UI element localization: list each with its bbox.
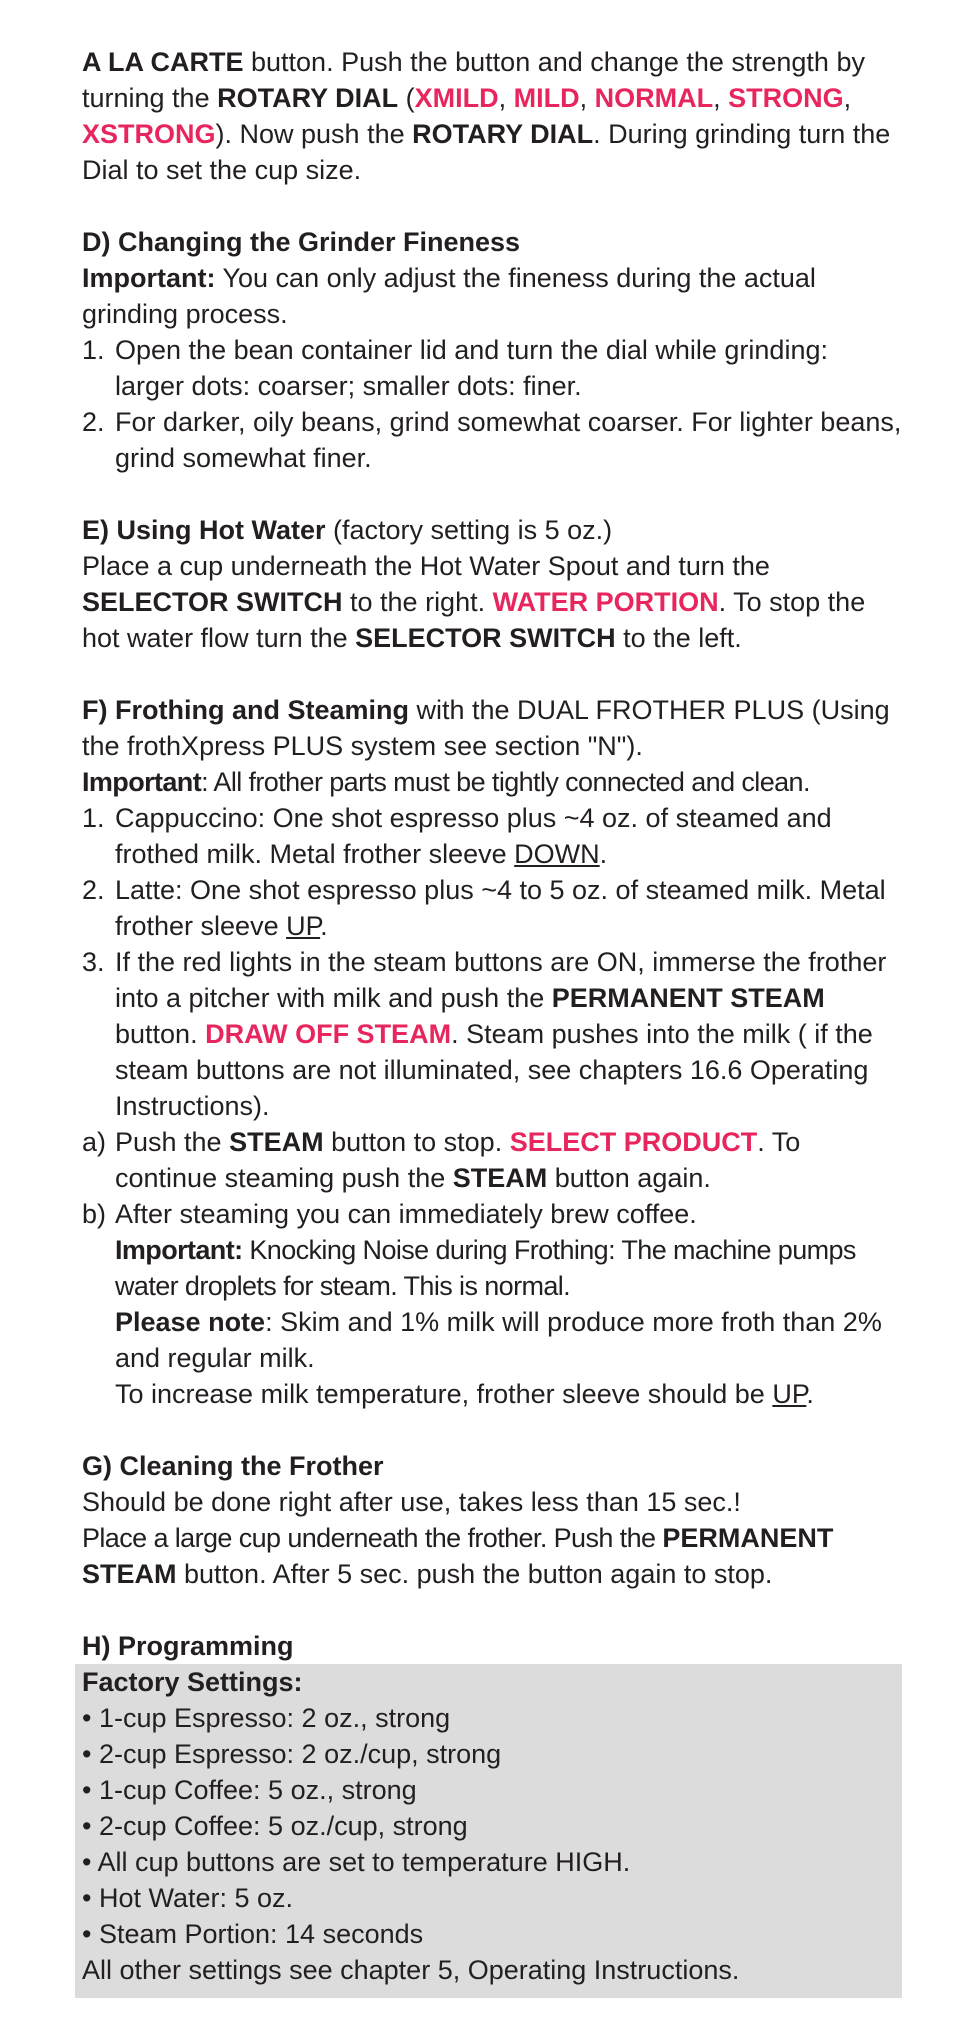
selector-switch-term: SELECTOR SWITCH (82, 587, 343, 617)
steam-term: STEAM (229, 1127, 324, 1157)
list-item (82, 800, 902, 872)
item-letter: a) (82, 1127, 107, 1157)
strength-xmild: XMILD (414, 83, 499, 113)
list-item (82, 332, 902, 404)
section-h-heading (82, 1628, 902, 1664)
list-item (82, 404, 902, 476)
factory-settings-box (75, 1664, 902, 1998)
section-f-title: F) Frothing and Steaming (82, 695, 409, 725)
item-text: Cappuccino: One shot espresso plus ~4 oz. of steamed and frothed milk. Metal frother sleeve (115, 803, 832, 869)
item-text: If the red lights in the steam buttons are ON, immerse the frother into a pitcher with milk and push the (115, 947, 887, 1013)
body-text: to the left. (615, 623, 742, 653)
item-text: Latte: One shot espresso plus ~4 to 5 oz. of steamed milk. Metal frother sleeve (115, 875, 886, 941)
separator: , (843, 83, 852, 113)
section-d-heading (82, 224, 902, 260)
item-number: 1. (82, 335, 105, 365)
section-f-steps (82, 800, 902, 1412)
factory-settings-title: Factory Settings: (82, 1667, 303, 1697)
section-d-title: D) Changing the Grinder Fineness (82, 227, 521, 257)
item-letter: b) (82, 1199, 107, 1229)
draw-off-steam-display: DRAW OFF STEAM (205, 1019, 452, 1049)
permanent-steam-term: PERMANENT STEAM (551, 983, 825, 1013)
intro-text: ). Now push the (215, 119, 413, 149)
body-text: Place a cup underneath the Hot Water Spout and turn the (82, 551, 770, 581)
setting-item: • 1-cup Espresso: 2 oz., strong (82, 1703, 451, 1733)
body-text: . To stop the hot water flow turn the (82, 587, 866, 653)
section-e-body (82, 548, 902, 656)
separator: , (579, 83, 595, 113)
list-item (82, 1196, 902, 1412)
section-e-title: E) Using Hot Water (82, 515, 326, 545)
important-label: Important (82, 767, 202, 797)
intro-text: ( (398, 83, 415, 113)
list-item (82, 1124, 902, 1196)
spacer (82, 1592, 902, 1628)
important-label: Important: (82, 263, 216, 293)
note-text: : Skim and 1% milk will produce more froth than 2% and regular milk. (115, 1307, 882, 1373)
steam-term: STEAM (452, 1163, 548, 1193)
item-text: . Steam pushes into the milk ( if the steam buttons are not illuminated, see chapters 16.6 Operating Instructions). (115, 1019, 873, 1121)
intro-paragraph (82, 44, 902, 188)
separator: , (498, 83, 514, 113)
important-text: You can only adjust the fineness during the actual grinding process. (82, 263, 816, 329)
heading-note: with the DUAL FROTHER PLUS (Using the frothXpress PLUS system see section "N"). (82, 695, 890, 761)
item-number: 3. (82, 947, 105, 977)
item-text: . (599, 839, 608, 869)
setting-item: • All cup buttons are set to temperature HIGH. (82, 1847, 631, 1877)
setting-item: • Hot Water: 5 oz. (82, 1883, 294, 1913)
important-text: : All frother parts must be tightly connected and clean. (201, 767, 810, 797)
section-f-heading (82, 692, 902, 764)
item-text: button. (115, 1019, 206, 1049)
item-text: After steaming you can immediately brew coffee. (115, 1199, 697, 1229)
section-g-body (82, 1520, 902, 1592)
intro-text: button. Push the button and change the strength by turning the (82, 47, 865, 113)
rotary-dial-term: ROTARY DIAL (217, 83, 399, 113)
sleeve-down: DOWN (514, 839, 600, 869)
section-h-title: H) Programming (82, 1631, 294, 1661)
temperature-note (115, 1376, 902, 1412)
note-text: . (806, 1379, 814, 1409)
body-text: button. After 5 sec. push the button again to stop. (176, 1559, 773, 1589)
body-text: to the right. (342, 587, 493, 617)
select-product-display: SELECT PRODUCT (509, 1127, 758, 1157)
section-g-title: G) Cleaning the Frother (82, 1451, 384, 1481)
spacer (82, 188, 902, 224)
spacer (82, 476, 902, 512)
section-d-steps (82, 332, 902, 476)
water-portion-display: WATER PORTION (492, 587, 719, 617)
section-d-important (82, 260, 902, 332)
important-text: Knocking Noise during Frothing: The machine pumps water droplets for steam. This is normal. (115, 1235, 856, 1301)
intro-text: . During grinding turn the Dial to set the cup size. (82, 119, 891, 185)
a-la-carte-term: A LA CARTE (82, 47, 244, 77)
important-label: Important: (115, 1235, 243, 1265)
item-number: 2. (82, 407, 105, 437)
strength-mild: MILD (513, 83, 580, 113)
factory-footer: All other settings see chapter 5, Operating Instructions. (82, 1955, 740, 1985)
note-text: To increase milk temperature, frother sleeve should be (115, 1379, 773, 1409)
item-number: 1. (82, 803, 105, 833)
section-g-heading (82, 1448, 902, 1484)
page-content (82, 44, 902, 1998)
spacer (82, 1412, 902, 1448)
item-text: Open the bean container lid and turn the dial while grinding: larger dots: coarser; smaller dots: finer. (115, 335, 828, 401)
list-item (82, 944, 902, 1124)
strength-xstrong: XSTRONG (82, 119, 216, 149)
item-text: button to stop. (323, 1127, 510, 1157)
milk-note (115, 1304, 902, 1376)
item-text: button again. (547, 1163, 711, 1193)
item-text: . To continue steaming push the (115, 1127, 801, 1193)
please-note-label: Please note (115, 1307, 266, 1337)
separator: , (713, 83, 729, 113)
heading-note: (factory setting is 5 oz.) (325, 515, 613, 545)
strength-strong: STRONG (728, 83, 844, 113)
section-g-line: Should be done right after use, takes less than 15 sec.! (82, 1487, 741, 1517)
body-text: Place a large cup underneath the frother. Push the (82, 1523, 663, 1553)
spacer (82, 656, 902, 692)
section-e-heading (82, 512, 902, 548)
setting-item: • 2-cup Coffee: 5 oz./cup, strong (82, 1811, 468, 1841)
setting-item: • 1-cup Coffee: 5 oz., strong (82, 1775, 417, 1805)
rotary-dial-term: ROTARY DIAL (412, 119, 594, 149)
knocking-note (115, 1232, 902, 1304)
item-text: . (320, 911, 328, 941)
setting-item: • 2-cup Espresso: 2 oz./cup, strong (82, 1739, 502, 1769)
item-text: For darker, oily beans, grind somewhat coarser. For lighter beans, grind somewhat finer. (115, 407, 902, 473)
sleeve-up: UP (772, 1379, 807, 1409)
section-f-important (82, 764, 902, 800)
permanent-steam-term: PERMANENT STEAM (82, 1523, 834, 1589)
sleeve-up: UP (286, 911, 321, 941)
list-item (82, 872, 902, 944)
setting-item: • Steam Portion: 14 seconds (82, 1919, 424, 1949)
item-number: 2. (82, 875, 105, 905)
strength-normal: NORMAL (594, 83, 714, 113)
selector-switch-term: SELECTOR SWITCH (355, 623, 616, 653)
factory-settings-label (82, 1664, 902, 1700)
item-text: Push the (115, 1127, 230, 1157)
